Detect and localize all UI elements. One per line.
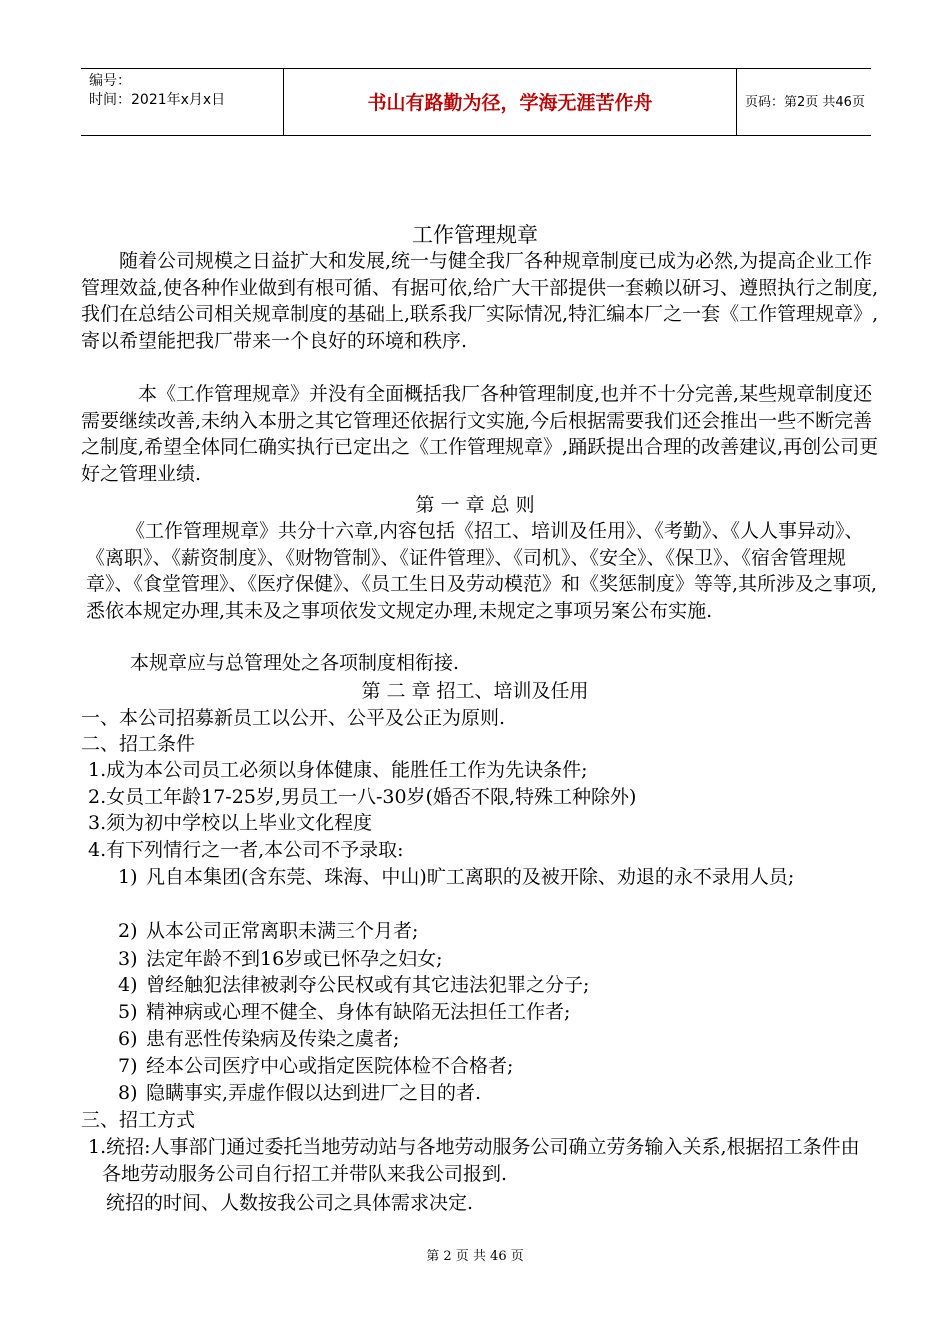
header-motto-cell [283,69,737,135]
section-2: 二、招工条件 [81,733,196,755]
list-item-number: 7) [118,1055,138,1077]
header-page-cell [737,69,871,135]
condition-2: 2.女员工年龄17-25岁,男员工一八-30岁(婚否不限,特殊工种除外) [88,786,637,808]
chapter-1-paragraph-2: 本规章应与总管理处之各项制度相衔接. [130,652,460,674]
intro-paragraph-1: 随着公司规模之日益扩大和发展,统一与健全我厂各种规章制度已成为必然,为提高企业工作管理效益,使各种作业做到有根可循、有据可依,给广大干部提供一套赖以研习、遵照执行之制度,我们在总结公司相关规章制度的基础上,联系我厂实际情况,特汇编本厂之一套《工作管理规章》,寄以希望能把我厂带来一个良好的环境和秩序. [81,250,879,352]
header-meta [81,69,283,135]
list-item-number: 8) [118,1082,138,1104]
list-item-number: 6) [118,1028,138,1050]
condition-3: 3.须为初中学校以上毕业文化程度 [88,812,373,834]
list-item-number: 4) [118,974,138,996]
time-label: 时间：2021年x月x日 [89,92,226,108]
method-1 [88,1134,878,1187]
chapter-1-paragraph-1: 《工作管理规章》共分十六章,内容包括《招工、培训及任用》、《考勤》、《人人事异动》、《离职》、《薪资制度》、《财物管制》、《证件管理》、《司机》、《安全》、《保卫》、《宿舍管理规章》、《食堂管理》、《医疗保健》、《员工生日及劳动模范》和《奖惩制度》等等,其所涉及之事项,悉依本规定办理,其未及之事项依发文规定办理,未规定之事项另案公布实施. [86,520,878,622]
number-label: 编号： [89,73,131,89]
method-1-note: 统招的时间、人数按我公司之具体需求决定. [106,1192,474,1214]
condition-1: 1.成为本公司员工必须以身体健康、能胜任工作为先诀条件; [88,759,588,781]
list-item-text: 精神病或心理不健全、身体有缺陷无法担任工作者; [146,1001,571,1023]
list-item-text: 隐瞒事实,弄虚作假以达到进厂之目的者. [146,1082,482,1104]
list-item-text: 法定年龄不到16岁或已怀孕之妇女; [146,948,443,970]
list-item-text: 凡自本集团(含东莞、珠海、中山)旷工离职的及被开除、劝退的永不录用人员; [146,866,795,888]
list-item-number: 5) [118,1001,138,1023]
document-title: 工作管理规章 [412,223,538,247]
list-item-text: 经本公司医疗中心或指定医院体检不合格者; [146,1055,514,1077]
page-label: 页码：第2页 共46页 [745,95,865,110]
page-header [81,68,871,136]
list-item-number: 3) [118,948,138,970]
list-item-text: 曾经触犯法律被剥夺公民权或有其它违法犯罪之分子; [146,974,590,996]
method-1-text: 1.统招:人事部门通过委托当地劳动站与各地劳动服务公司确立劳务输入关系,根据招工条件由各地劳动服务公司自行招工并带队来我公司报到. [88,1136,860,1185]
chapter-1-heading: 第 一 章 总 则 [415,494,535,516]
list-item-text: 患有恶性传染病及传染之虞者; [146,1028,400,1050]
list-item-number: 1) [118,866,138,888]
list-item-text: 从本公司正常离职未满三个月者; [146,920,419,942]
condition-4: 4.有下列情行之一者,本公司不予录取: [88,839,404,861]
chapter-2-heading: 第 二 章 招工、培训及任用 [361,680,589,702]
list-item-number: 2) [118,920,138,942]
intro-paragraph-2: 本《工作管理规章》并没有全面概括我厂各种管理制度,也并不十分完善,某些规章制度还需要继续改善,未纳入本册之其它管理还依据行文实施,今后根据需要我们还会推出一些不断完善之制度,希望全体同仁确实执行已定出之《工作管理规章》,踊跃提出合理的改善建议,再创公司更好之管理业绩. [81,383,879,485]
section-3: 三、招工方式 [81,1109,196,1131]
page-footer: 第 2 页 共 46 页 [426,1249,524,1264]
motto: 书山有路勤为径，学海无涯苦作舟 [367,92,653,114]
section-1: 一、本公司招募新员工以公开、公平及公正为原则. [81,707,506,729]
